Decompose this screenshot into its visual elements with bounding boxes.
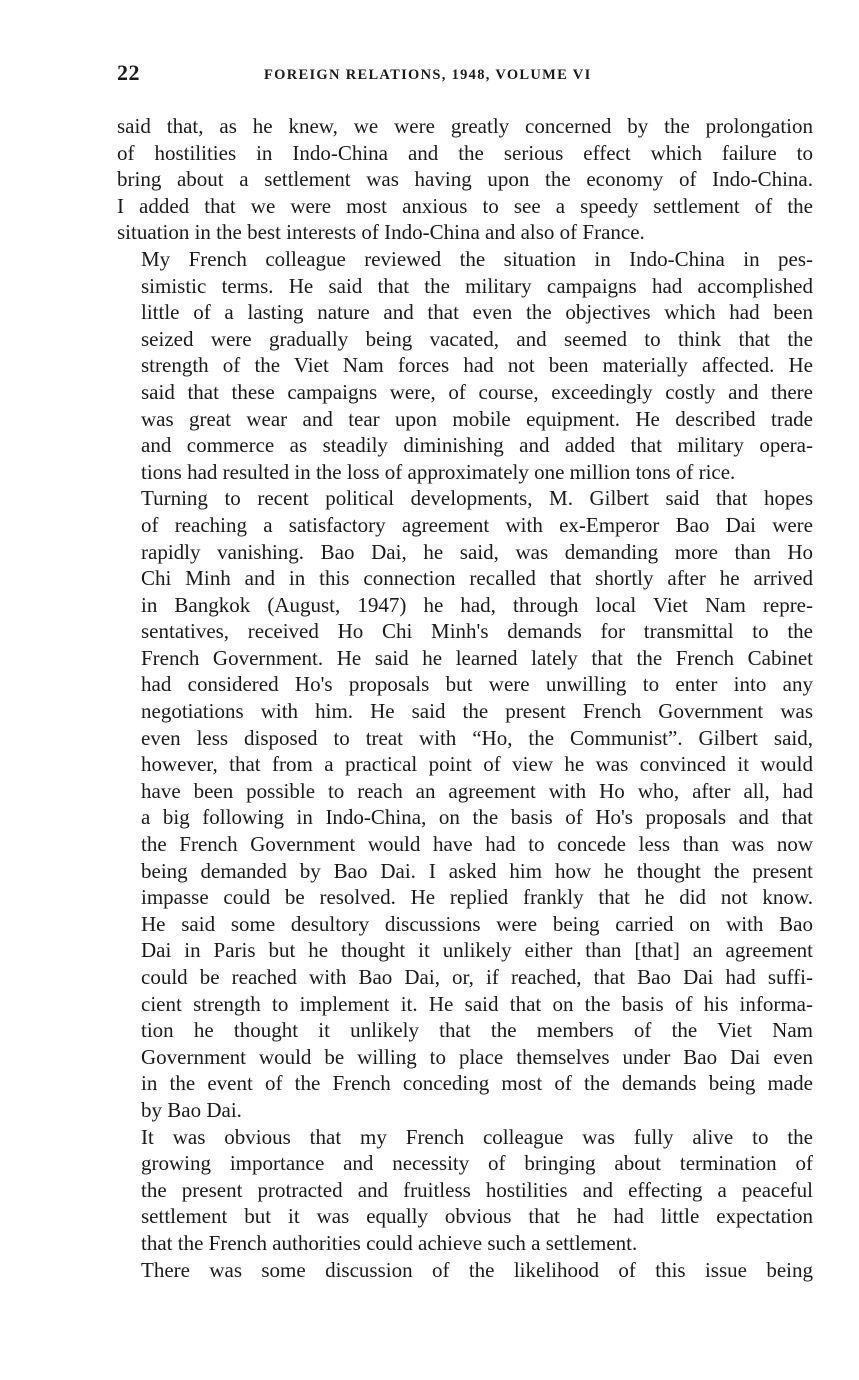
text-line: sentatives, received Ho Chi Minh's demands for transmittal to the xyxy=(141,619,813,644)
text-line: Chi Minh and in this connection recalled that shortly after he arrived xyxy=(141,566,813,591)
running-title: FOREIGN RELATIONS, 1948, VOLUME VI xyxy=(264,67,592,83)
text-line: said that these campaigns were, of course, exceedingly costly and there xyxy=(141,379,813,404)
paragraph-5 xyxy=(117,1257,813,1284)
text-line: French Government. He said he learned lately that the French Cabinet xyxy=(141,645,813,670)
text-line: the present protracted and fruitless hostilities and effecting a peaceful xyxy=(141,1177,813,1202)
text-line: Government would be willing to place themselves under Bao Dai even xyxy=(141,1044,813,1069)
page-number: 22 xyxy=(117,60,140,85)
text-line: even less disposed to treat with “Ho, the Communist”. Gilbert said, xyxy=(141,725,813,750)
text-line: tions had resulted in the loss of approximately one million tons of rice. xyxy=(141,459,736,484)
text-line: in the event of the French conceding most of the demands being made xyxy=(141,1071,813,1096)
text-line: strength of the Viet Nam forces had not been materially affected. He xyxy=(141,353,813,378)
paragraph-2 xyxy=(117,246,813,485)
text-line: impasse could be resolved. He replied frankly that he did not know. xyxy=(141,885,813,910)
paragraph-3 xyxy=(117,485,813,1123)
text-line: rapidly vanishing. Bao Dai, he said, was demanding more than Ho xyxy=(141,539,813,564)
paragraph-1 xyxy=(117,113,813,246)
text-line: that the French authorities could achieve such a settlement. xyxy=(141,1230,638,1255)
text-line: and commerce as steadily diminishing and added that military opera- xyxy=(141,433,813,458)
text-line: growing importance and necessity of bringing about termination of xyxy=(141,1151,813,1176)
text-line: said that, as he knew, we were greatly concerned by the prolongation xyxy=(117,114,813,138)
text-line: of reaching a satisfactory agreement with ex-Emperor Bao Dai were xyxy=(141,512,813,537)
text-line: being demanded by Bao Dai. I asked him how he thought the present xyxy=(141,858,813,883)
body-text xyxy=(117,113,813,1283)
paragraph-4 xyxy=(117,1124,813,1257)
text-line: I added that we were most anxious to see a speedy settlement of the xyxy=(117,193,813,218)
text-line: bring about a settlement was having upon the economy of Indo-China. xyxy=(117,167,813,192)
text-line: There was some discussion of the likelihood of this issue being xyxy=(141,1257,813,1282)
text-line: of hostilities in Indo-China and the serious effect which failure to xyxy=(117,140,813,165)
text-line: Turning to recent political developments, M. Gilbert said that hopes xyxy=(141,486,813,511)
text-line: was great wear and tear upon mobile equipment. He described trade xyxy=(141,406,813,431)
text-line: a big following in Indo-China, on the basis of Ho's proposals and that xyxy=(141,805,813,830)
text-line: could be reached with Bao Dai, or, if reached, that Bao Dai had suffi- xyxy=(141,965,813,989)
text-line: situation in the best interests of Indo-China and also of France. xyxy=(117,220,645,245)
text-line: negotiations with him. He said the present French Government was xyxy=(141,699,813,724)
text-line: My French colleague reviewed the situation in Indo-China in pes- xyxy=(141,246,813,271)
text-line: by Bao Dai. xyxy=(141,1097,242,1122)
text-line: It was obvious that my French colleague was fully alive to the xyxy=(141,1124,813,1149)
text-line: have been possible to reach an agreement with Ho who, after all, had xyxy=(141,778,813,803)
text-line: seized were gradually being vacated, and seemed to think that the xyxy=(141,326,813,351)
text-line: Dai in Paris but he thought it unlikely either than [that] an agreement xyxy=(141,938,813,963)
text-line: simistic terms. He said that the military campaigns had accomplished xyxy=(141,273,813,298)
text-line: the French Government would have had to concede less than was now xyxy=(141,832,813,857)
text-line: little of a lasting nature and that even the objectives which had been xyxy=(141,300,813,325)
text-line: however, that from a practical point of view he was convinced it would xyxy=(141,752,813,777)
text-line: He said some desultory discussions were being carried on with Bao xyxy=(141,911,813,936)
text-line: cient strength to implement it. He said that on the basis of his informa- xyxy=(141,991,813,1016)
text-line: had considered Ho's proposals but were unwilling to enter into any xyxy=(141,672,813,697)
text-line: settlement but it was equally obvious that he had little expectation xyxy=(141,1204,813,1229)
text-line: tion he thought it unlikely that the members of the Viet Nam xyxy=(141,1018,813,1043)
text-line: in Bangkok (August, 1947) he had, through local Viet Nam repre- xyxy=(141,592,813,617)
running-head xyxy=(117,60,812,90)
